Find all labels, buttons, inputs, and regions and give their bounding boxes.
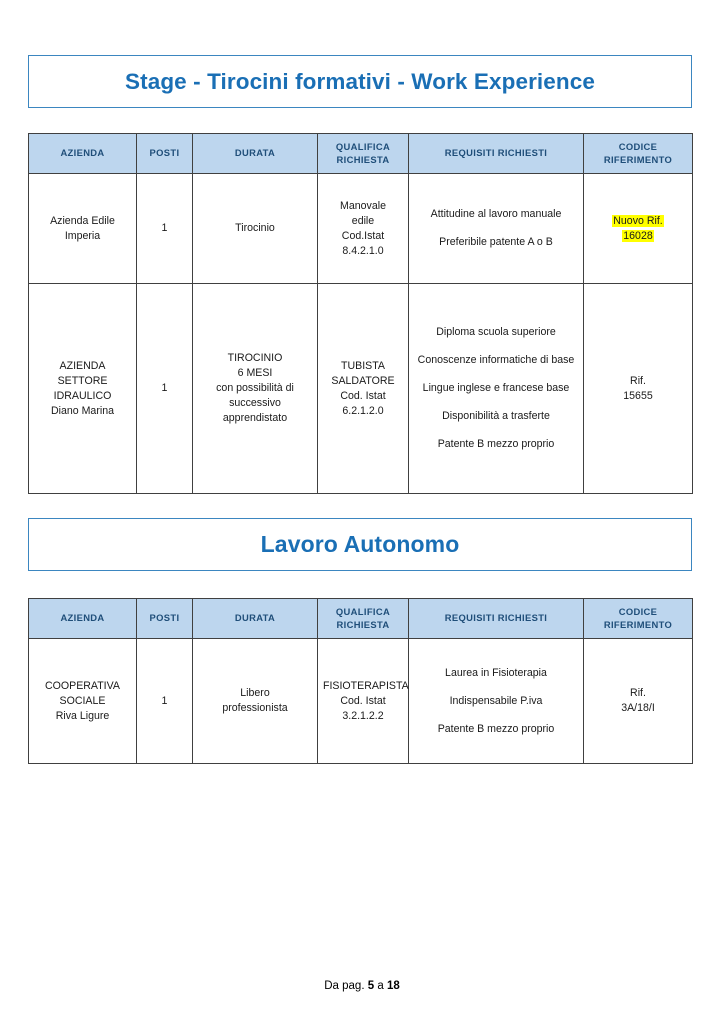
qualifica-line: edile [351, 214, 375, 227]
qualifica-line: 8.4.2.1.0 [342, 244, 384, 257]
azienda-line: Azienda Edile [50, 214, 115, 227]
qualifica-line: Cod.Istat [341, 229, 385, 242]
durata-line: Libero [240, 687, 270, 700]
codice-highlight: Nuovo Rif. [613, 214, 663, 227]
page-footer [0, 980, 724, 992]
azienda-line: Riva Ligure [55, 709, 110, 722]
table-row [29, 639, 693, 764]
requisiti-lines [414, 666, 578, 737]
column-header-azienda: AZIENDA [29, 599, 137, 639]
durata-line: successivo [229, 397, 281, 410]
cell-posti: 1 [137, 284, 193, 494]
azienda-line: SETTORE [57, 374, 108, 387]
qualifica-line: TUBISTA [341, 359, 385, 372]
column-header-azienda: AZIENDA [29, 134, 137, 174]
durata-line: 6 MESI [237, 367, 273, 380]
table-row [29, 284, 693, 494]
column-header-codice-line2: RIFERIMENTO [603, 618, 673, 630]
qualifica-line: Cod. Istat [340, 694, 386, 707]
column-header-codice [584, 599, 693, 639]
column-header-qualifica-line1: QUALIFICA [335, 606, 391, 617]
cell-azienda [29, 284, 137, 494]
column-header-posti: POSTI [137, 134, 193, 174]
codice-line [589, 214, 687, 229]
codice-lines [589, 686, 687, 716]
codice-line: 3A/18/I [621, 702, 655, 715]
cell-codice [584, 174, 693, 284]
column-header-durata: DURATA [193, 599, 318, 639]
section-heading-lavoro-autonomo [28, 518, 692, 571]
durata-line: con possibilità di [216, 382, 294, 395]
durata-line: apprendistato [222, 412, 288, 425]
requisito-item: Attitudine al lavoro manuale [430, 208, 562, 221]
requisiti-lines [414, 325, 578, 452]
durata-line: Tirocinio [235, 222, 275, 235]
codice-lines [589, 374, 687, 404]
column-header-requisiti: REQUISITI RICHIESTI [409, 599, 584, 639]
cell-qualifica [318, 284, 409, 494]
qualifica-line: Manovale [340, 199, 386, 212]
cell-qualifica [318, 174, 409, 284]
column-header-codice-line2: RIFERIMENTO [603, 153, 673, 165]
codice-line: Rif. [630, 687, 646, 700]
cell-requisiti [409, 639, 584, 764]
cell-codice [584, 639, 693, 764]
qualifica-lines [323, 359, 403, 419]
footer-to-page: 18 [386, 980, 400, 992]
durata-lines [198, 221, 312, 236]
codice-line: 15655 [623, 389, 653, 402]
azienda-line: IDRAULICO [53, 389, 112, 402]
cell-requisiti [409, 284, 584, 494]
column-header-qualifica [318, 599, 409, 639]
footer-middle: a [377, 980, 384, 992]
footer-prefix: Da pag. [324, 980, 365, 992]
table-header-row [29, 134, 693, 174]
azienda-lines [34, 359, 131, 419]
section-heading-stage-text: Stage - Tirocini formativi - Work Experience [125, 68, 595, 94]
qualifica-line: SALDATORE [331, 374, 395, 387]
column-header-qualifica-line2: RICHIESTA [336, 618, 390, 630]
column-header-qualifica-line2: RICHIESTA [336, 153, 390, 165]
requisito-item: Preferibile patente A o B [439, 236, 553, 249]
codice-lines [589, 214, 687, 244]
cell-azienda [29, 174, 137, 284]
requisito-item: Lingue inglese e francese base [422, 382, 570, 395]
qualifica-line: 3.2.1.2.2 [342, 709, 384, 722]
cell-durata [193, 174, 318, 284]
azienda-lines [34, 679, 131, 724]
qualifica-line: 6.2.1.2.0 [342, 404, 384, 417]
footer-from-page: 5 [367, 980, 375, 992]
codice-line: Rif. [630, 374, 646, 387]
requisito-item: Patente B mezzo proprio [437, 722, 555, 735]
durata-line: TIROCINIO [227, 352, 283, 365]
column-header-qualifica-line1: QUALIFICA [335, 141, 391, 152]
codice-line [589, 229, 687, 244]
azienda-lines [34, 214, 131, 244]
azienda-line: SOCIALE [59, 694, 106, 707]
column-header-durata: DURATA [193, 134, 318, 174]
column-header-requisiti: REQUISITI RICHIESTI [409, 134, 584, 174]
cell-durata [193, 639, 318, 764]
azienda-line: Imperia [64, 229, 101, 242]
durata-lines [198, 686, 312, 716]
job-table-stage [28, 133, 693, 494]
column-header-codice-line1: CODICE [618, 606, 658, 617]
azienda-line: COOPERATIVA [45, 679, 120, 692]
requisito-item: Patente B mezzo proprio [437, 438, 555, 451]
qualifica-lines [323, 679, 409, 724]
job-table-lavoro-autonomo [28, 598, 693, 764]
qualifica-lines [323, 199, 403, 259]
durata-line: professionista [222, 702, 288, 715]
requisito-item: Indispensabile P.iva [449, 694, 543, 707]
requisito-item: Conoscenze informatiche di base [417, 354, 575, 367]
column-header-codice-line1: CODICE [618, 141, 658, 152]
table-header-row [29, 599, 693, 639]
section-heading-stage [28, 55, 692, 108]
cell-posti: 1 [137, 174, 193, 284]
codice-highlight: 16028 [623, 229, 653, 242]
column-header-qualifica [318, 134, 409, 174]
column-header-posti: POSTI [137, 599, 193, 639]
cell-codice [584, 284, 693, 494]
requisiti-lines [414, 207, 578, 250]
requisito-item: Diploma scuola superiore [436, 326, 556, 339]
qualifica-line: FISIOTERAPISTA [323, 679, 409, 692]
cell-azienda [29, 639, 137, 764]
cell-qualifica [318, 639, 409, 764]
durata-lines [198, 351, 312, 426]
requisito-item: Laurea in Fisioterapia [445, 666, 547, 679]
section-heading-lavoro-autonomo-text: Lavoro Autonomo [260, 531, 460, 557]
cell-durata [193, 284, 318, 494]
qualifica-line: Cod. Istat [340, 389, 386, 402]
table-row [29, 174, 693, 284]
cell-posti: 1 [137, 639, 193, 764]
requisito-item: Disponibilità a trasferte [442, 410, 550, 423]
cell-requisiti [409, 174, 584, 284]
azienda-line: AZIENDA [59, 359, 106, 372]
column-header-codice [584, 134, 693, 174]
azienda-line: Diano Marina [50, 404, 114, 417]
